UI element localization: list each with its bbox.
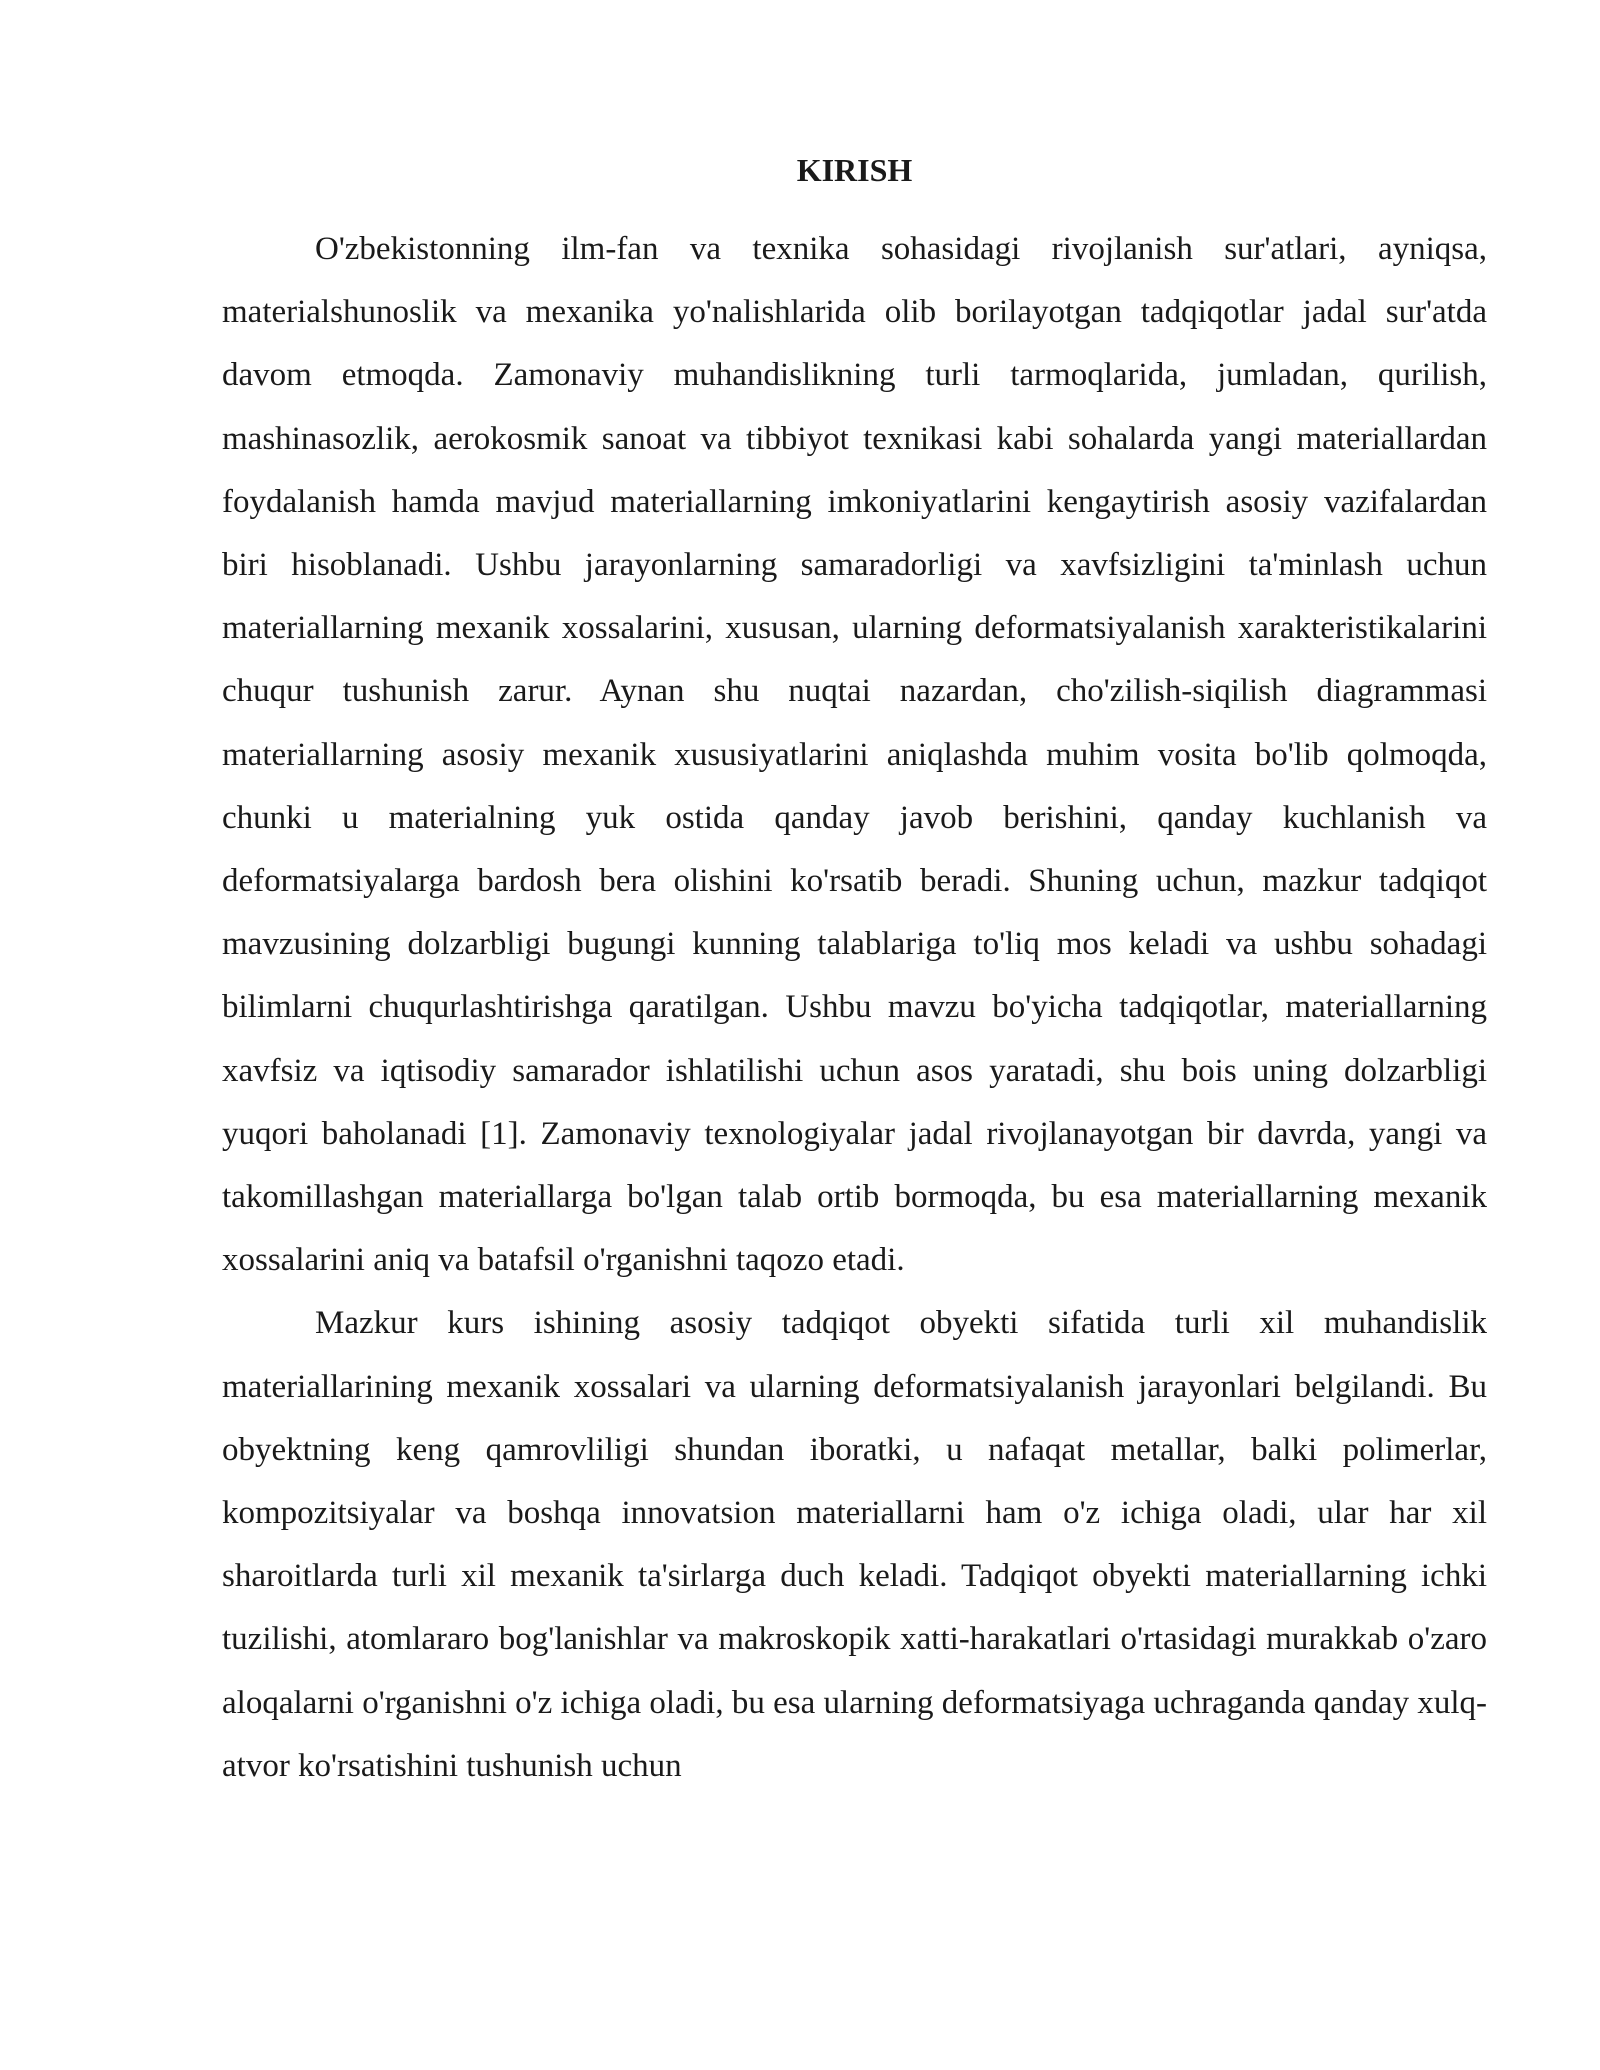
section-title: KIRISH <box>796 152 913 188</box>
paragraph-2: Mazkur kurs ishining asosiy tadqiqot obyekti sifatida turli xil muhandislik materiallarining mexanik xossalari va ularning deformatsiyalanish jarayonlari belgilandi. Bu obyektning keng qamrovliligi shundan iboratki, u nafaqat metallar, balki polimerlar, kompozitsiyalar va boshqa innovatsion materiallarni ham o'z ichiga oladi, ular har xil sharoitlarda turli xil mexanik ta'sirlarga duch keladi. Tadqiqot obyekti materiallarning ichki tuzilishi, atomlararo bog'lanishlar va makroskopik xatti-harakatlari o'rtasidagi murakkab o'zaro aloqalarni o'rganishni o'z ichiga oladi, bu esa ularning deformatsiyaga uchraganda qanday xulq-atvor ko'rsatishini tushunish uchun <box>222 1305 1487 1784</box>
document-body <box>222 148 1487 1798</box>
paragraph-1: O'zbekistonning ilm-fan va texnika sohasidagi rivojlanish sur'atlari, ayniqsa, materialshunoslik va mexanika yo'nalishlarida olib borilayotgan tadqiqotlar jadal sur'atda davom etmoqda. Zamonaviy muhandislikning turli tarmoqlarida, jumladan, qurilish, mashinasozlik, aerokosmik sanoat va tibbiyot texnikasi kabi sohalarda yangi materiallardan foydalanish hamda mavjud materiallarning imkoniyatlarini kengaytirish asosiy vazifalardan biri hisoblanadi. Ushbu jarayonlarning samaradorligi va xavfsizligini ta'minlash uchun materiallarning mexanik xossalarini, xususan, ularning deformatsiyalanish xarakteristikalarini chuqur tushunish zarur. Aynan shu nuqtai nazardan, cho'zilish-siqilish diagrammasi materiallarning asosiy mexanik xususiyatlarini aniqlashda muhim vosita bo'lib qolmoqda, chunki u materialning yuk ostida qanday javob berishini, qanday kuchlanish va deformatsiyalarga bardosh bera olishini ko'rsatib beradi. Shuning uchun, mazkur tadqiqot mavzusining dolzarbligi bugungi kunning talablariga to'liq mos keladi va ushbu sohadagi bilimlarni chuqurlashtirishga qaratilgan. Ushbu mavzu bo'yicha tadqiqotlar, materiallarning xavfsiz va iqtisodiy samarador ishlatilishi uchun asos yaratadi, shu bois uning dolzarbligi yuqori baholanadi [1]. Zamonaviy texnologiyalar jadal rivojlanayotgan bir davrda, yangi va takomillashgan materiallarga bo'lgan talab ortib bormoqda, bu esa materiallarning mexanik xossalarini aniq va batafsil o'rganishni taqozo etadi. <box>222 231 1487 1279</box>
